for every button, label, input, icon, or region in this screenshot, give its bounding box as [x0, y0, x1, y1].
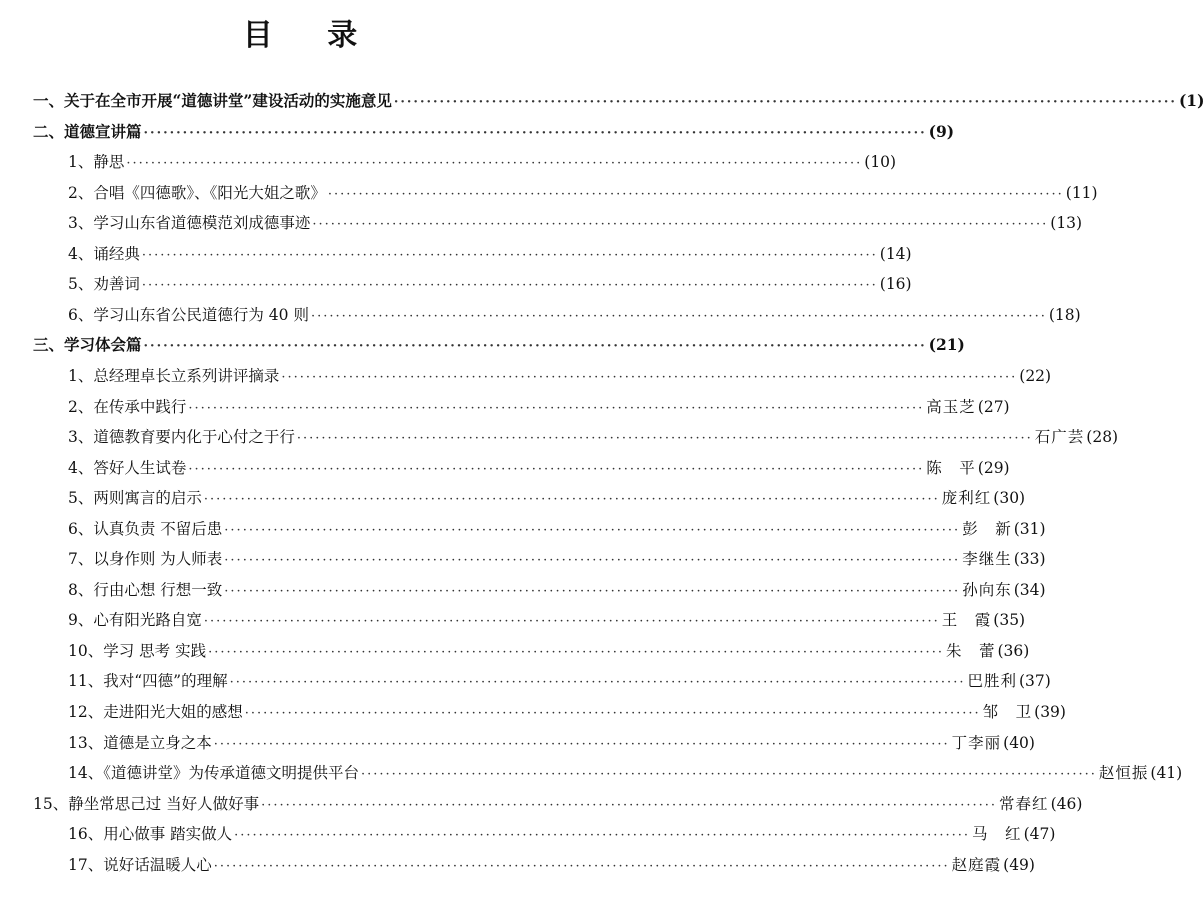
entry-page-number: (33) [1013, 550, 1046, 569]
entry-title: 5、两则寓言的启示 [68, 489, 202, 508]
entry-title: 5、劝善词 [68, 275, 140, 294]
toc-entry [68, 208, 1083, 238]
entry-author: 李继生 [962, 550, 1012, 569]
dot-leader: ························································································································ [296, 431, 1033, 447]
entry-title: 2、合唱《四德歌》、《阳光大姐之歌》 [68, 183, 326, 202]
toc-entry [68, 361, 1052, 391]
entry-page-number: (1) [1178, 91, 1204, 110]
dot-leader: ························································································································ [213, 736, 950, 752]
entry-title: 4、答好人生试卷 [68, 458, 187, 477]
entry-page-number: (28) [1086, 428, 1119, 447]
dot-leader: ························································································································ [224, 583, 961, 599]
entry-author: 彭 新 [962, 519, 1012, 538]
toc-entry [68, 483, 1026, 513]
entry-page-number: (9) [928, 121, 955, 141]
dot-leader: ························································································································ [141, 247, 878, 263]
entry-page-number: (11) [1065, 183, 1098, 202]
toc-entry [68, 453, 1010, 483]
dot-leader: ························································································································ [141, 278, 878, 294]
entry-author: 赵庭霞 [951, 855, 1002, 874]
entry-title: 9、心有阳光路自宽 [68, 611, 202, 630]
entry-title: 1、静思 [68, 153, 125, 172]
entry-page-number: (37) [1018, 672, 1051, 691]
entry-author: 孙向东 [962, 580, 1012, 599]
entry-page-number: (36) [997, 641, 1030, 660]
dot-leader: ························································································································ [261, 797, 998, 813]
entry-title: 4、诵经典 [68, 244, 140, 263]
dot-leader: ························································································································ [281, 369, 1018, 385]
entry-page-number: (13) [1050, 214, 1083, 233]
entry-page-number: (47) [1023, 825, 1056, 844]
dot-leader: ························································································································ [203, 614, 940, 630]
dot-leader: ························································································································ [360, 767, 1097, 783]
entry-author: 丁李丽 [951, 733, 1002, 752]
dot-leader: ························································································································ [224, 522, 961, 538]
toc-section-entry [33, 330, 965, 360]
entry-title: 1、总经理卓长立系列讲评摘录 [68, 366, 280, 385]
dot-leader: ························································································································ [188, 461, 925, 477]
toc-entry [68, 758, 1183, 788]
toc-entry [68, 636, 1030, 666]
entry-author: 巴胜利 [967, 672, 1017, 691]
toc-entry [33, 789, 1083, 819]
entry-title: 16、用心做事 踏实做人 [68, 825, 233, 844]
entry-title: 13、道德是立身之本 [68, 733, 212, 752]
dot-leader: ························································································································ [327, 186, 1064, 202]
dot-leader: ························································································································ [312, 217, 1049, 233]
dot-leader: ························································································································ [213, 858, 950, 874]
entry-title: 14、《道德讲堂》为传承道德文明提供平台 [68, 764, 359, 783]
entry-title: 3、学习山东省道德模范刘成德事迹 [68, 214, 311, 233]
dot-leader: ························································································································ [203, 492, 940, 508]
entry-page-number: (49) [1003, 855, 1035, 874]
entry-page-number: (30) [993, 489, 1026, 508]
dot-leader: ························································································································ [310, 308, 1047, 324]
toc-section-entry [33, 86, 1204, 116]
toc-entry [68, 422, 1119, 452]
toc-entry [68, 850, 1035, 880]
entry-title: 17、说好话温暖人心 [68, 855, 212, 874]
entry-title: 3、道德教育要内化于心付之于行 [68, 428, 295, 447]
entry-page-number: (14) [879, 244, 912, 263]
entry-title: 三、学习体会篇 [33, 335, 142, 355]
toc-entry [68, 666, 1051, 696]
dot-leader: ························································································································ [126, 156, 863, 172]
entry-page-number: (16) [879, 275, 912, 294]
toc-entry [68, 514, 1046, 544]
entry-page-number: (18) [1048, 305, 1081, 324]
entry-title: 2、在传承中践行 [68, 397, 187, 416]
entry-title: 10、学习 思考 实践 [68, 641, 207, 660]
entry-page-number: (29) [977, 458, 1010, 477]
entry-author: 陈 平 [926, 458, 976, 477]
entry-page-number: (10) [864, 153, 897, 172]
toc-entry [68, 239, 912, 269]
entry-title: 15、静坐常思己过 当好人做好事 [33, 794, 260, 813]
entry-page-number: (46) [1050, 794, 1083, 813]
toc-entry [68, 147, 897, 177]
toc-entry [68, 575, 1046, 605]
entry-page-number: (22) [1019, 366, 1052, 385]
entry-author: 赵恒振 [1098, 764, 1149, 783]
toc-entry [68, 544, 1046, 574]
entry-author: 石广芸 [1034, 428, 1085, 447]
entry-page-number: (39) [1034, 703, 1066, 721]
dot-leader: ························································································································ [393, 95, 1177, 110]
entry-author: 常春红 [999, 794, 1049, 813]
toc-entry [68, 819, 1056, 849]
entry-author: 庞利红 [941, 489, 992, 508]
entry-page-number: (31) [1013, 519, 1046, 538]
entry-title: 8、行由心想 行想一致 [68, 580, 223, 599]
entry-page-number: (41) [1150, 764, 1183, 783]
entry-page-number: (27) [977, 397, 1010, 416]
dot-leader: ························································································································ [208, 644, 944, 660]
toc-entry [68, 300, 1081, 330]
dot-leader: ························································································································ [224, 553, 961, 569]
entry-page-number: (35) [993, 611, 1026, 630]
entry-page-number: (34) [1013, 580, 1046, 599]
toc-section-entry [33, 117, 955, 147]
toc-entry [68, 178, 1098, 208]
toc-entry [68, 605, 1026, 635]
entry-title: 11、我对“四德”的理解 [68, 672, 228, 691]
dot-leader: ························································································································ [229, 675, 966, 691]
entry-title: 一、关于在全市开展“道德讲堂”建设活动的实施意见 [33, 91, 392, 110]
page-title: 目 录 [242, 18, 380, 53]
toc-entry [68, 269, 912, 299]
entry-author: 高玉芝 [926, 397, 976, 416]
entry-title: 二、道德宣讲篇 [33, 121, 142, 141]
toc-entry [68, 392, 1010, 422]
entry-title: 7、以身作则 为人师表 [68, 550, 223, 569]
dot-leader: ························································································································ [234, 828, 971, 844]
entry-author: 邹 卫 [982, 703, 1033, 721]
dot-leader: ························································································································ [143, 339, 927, 355]
dot-leader: ························································································································ [143, 125, 927, 141]
entry-title: 6、认真负责 不留后患 [68, 519, 223, 538]
entry-author: 马 红 [972, 825, 1022, 844]
entry-page-number: (40) [1003, 733, 1035, 752]
toc-entry [68, 697, 1066, 727]
entry-page-number: (21) [928, 335, 965, 355]
entry-title: 12、走进阳光大姐的感想 [68, 703, 243, 721]
entry-title: 6、学习山东省公民道德行为 40 则 [68, 305, 309, 324]
dot-leader: ························································································································ [188, 400, 925, 416]
entry-author: 朱 蕾 [945, 641, 996, 660]
toc-entry [68, 728, 1035, 758]
entry-author: 王 霞 [941, 611, 992, 630]
dot-leader: ························································································································ [244, 706, 981, 721]
